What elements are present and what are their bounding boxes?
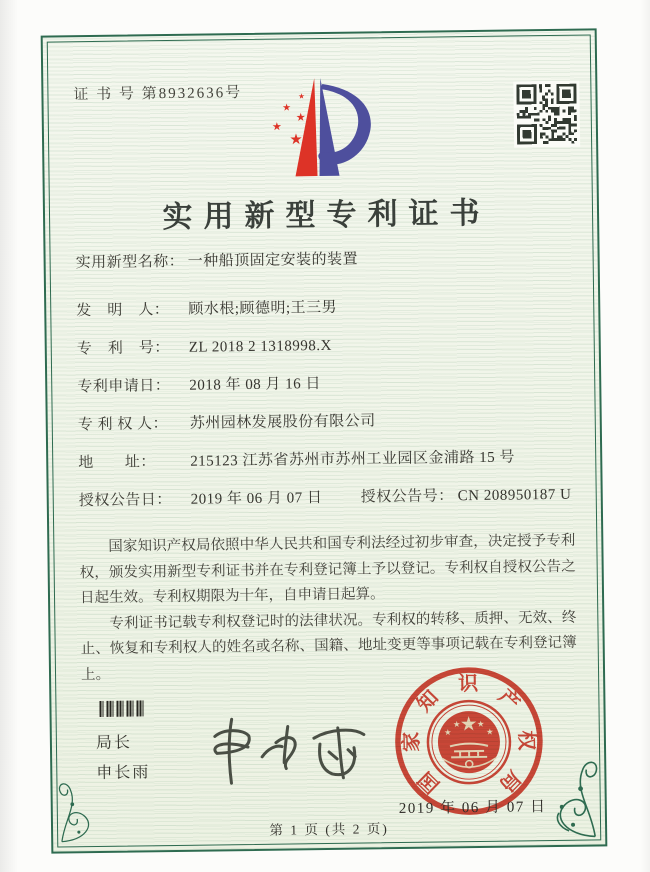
paragraph-grant: 国家知识产权局依照中华人民共和国专利法经过初步审查，决定授予专利权，颁发实用新型专利证书并在专利登记簿上予以登记。专利权自授权公告之日起生效。专利权期限为十年，自申请日起算。 <box>79 532 576 607</box>
cnipa-logo-icon <box>254 73 385 183</box>
paragraph-register: 专利证书记载专利权登记时的法律状况。专利权的转移、质押、无效、终止、恢复和专利权人的姓名或名称、国籍、地址变更等事项记载在专利登记簿上。 <box>80 609 577 683</box>
director-title: 局长 <box>95 734 133 753</box>
certificate-title: 实用新型专利证书 <box>162 196 491 235</box>
field-value: 顾水根;顾德明;王三男 <box>188 299 338 318</box>
field-row <box>78 445 578 490</box>
field-row <box>79 483 579 528</box>
national-emblem <box>427 701 510 784</box>
director-signature <box>201 701 417 809</box>
field-label: 专 利 号： <box>76 340 170 358</box>
field-row <box>77 331 577 376</box>
field-label: 授权公告日： <box>78 491 172 510</box>
svg-text:家: 家 <box>400 731 424 753</box>
director-name: 申长雨 <box>96 764 151 783</box>
page-number: 第 1 页 (共 2 页) <box>269 821 389 838</box>
field-value: 一种船顶固定安装的装置 <box>187 251 359 270</box>
field-label: 专利申请日： <box>77 378 171 396</box>
field-label: 授权公告号： <box>360 488 454 506</box>
field-value: 2018 年 08 月 16 日 <box>189 376 322 394</box>
field-list <box>75 245 579 528</box>
field-value: 苏州园林发展股份有限公司 <box>189 413 376 432</box>
field-value: ZL 2018 2 1318998.X <box>188 337 332 356</box>
certificate-number: 证 书 号 第8932636号 <box>73 85 243 104</box>
field-row <box>75 245 575 290</box>
field-value: 215123 江苏省苏州市苏州工业园区金浦路 15 号 <box>190 449 516 470</box>
certificate <box>41 28 608 853</box>
qr-code <box>513 81 580 148</box>
field-value: 2019 年 06 月 07 日 <box>190 490 323 508</box>
svg-text:国: 国 <box>414 767 445 797</box>
field-label: 专 利 权 人： <box>77 416 169 434</box>
field-value: CN 208950187 U <box>457 486 572 505</box>
field-label: 发 明 人： <box>76 302 170 320</box>
field-pair <box>79 486 361 511</box>
svg-text:产: 产 <box>493 685 524 716</box>
field-label: 地 址： <box>78 454 156 472</box>
svg-text:局: 局 <box>494 766 525 796</box>
svg-text:权: 权 <box>514 730 538 751</box>
field-row <box>76 293 576 338</box>
barcode <box>99 700 145 717</box>
logo-stars <box>272 93 305 144</box>
field-label: 实用新型名称： <box>75 253 185 272</box>
field-row <box>77 369 577 414</box>
svg-text:知: 知 <box>413 686 443 717</box>
svg-text:识: 识 <box>458 673 479 696</box>
seal-date: 2019 年 06 月 07 日 <box>398 799 547 818</box>
field-row <box>78 407 578 452</box>
logo-red-spire <box>294 78 317 176</box>
